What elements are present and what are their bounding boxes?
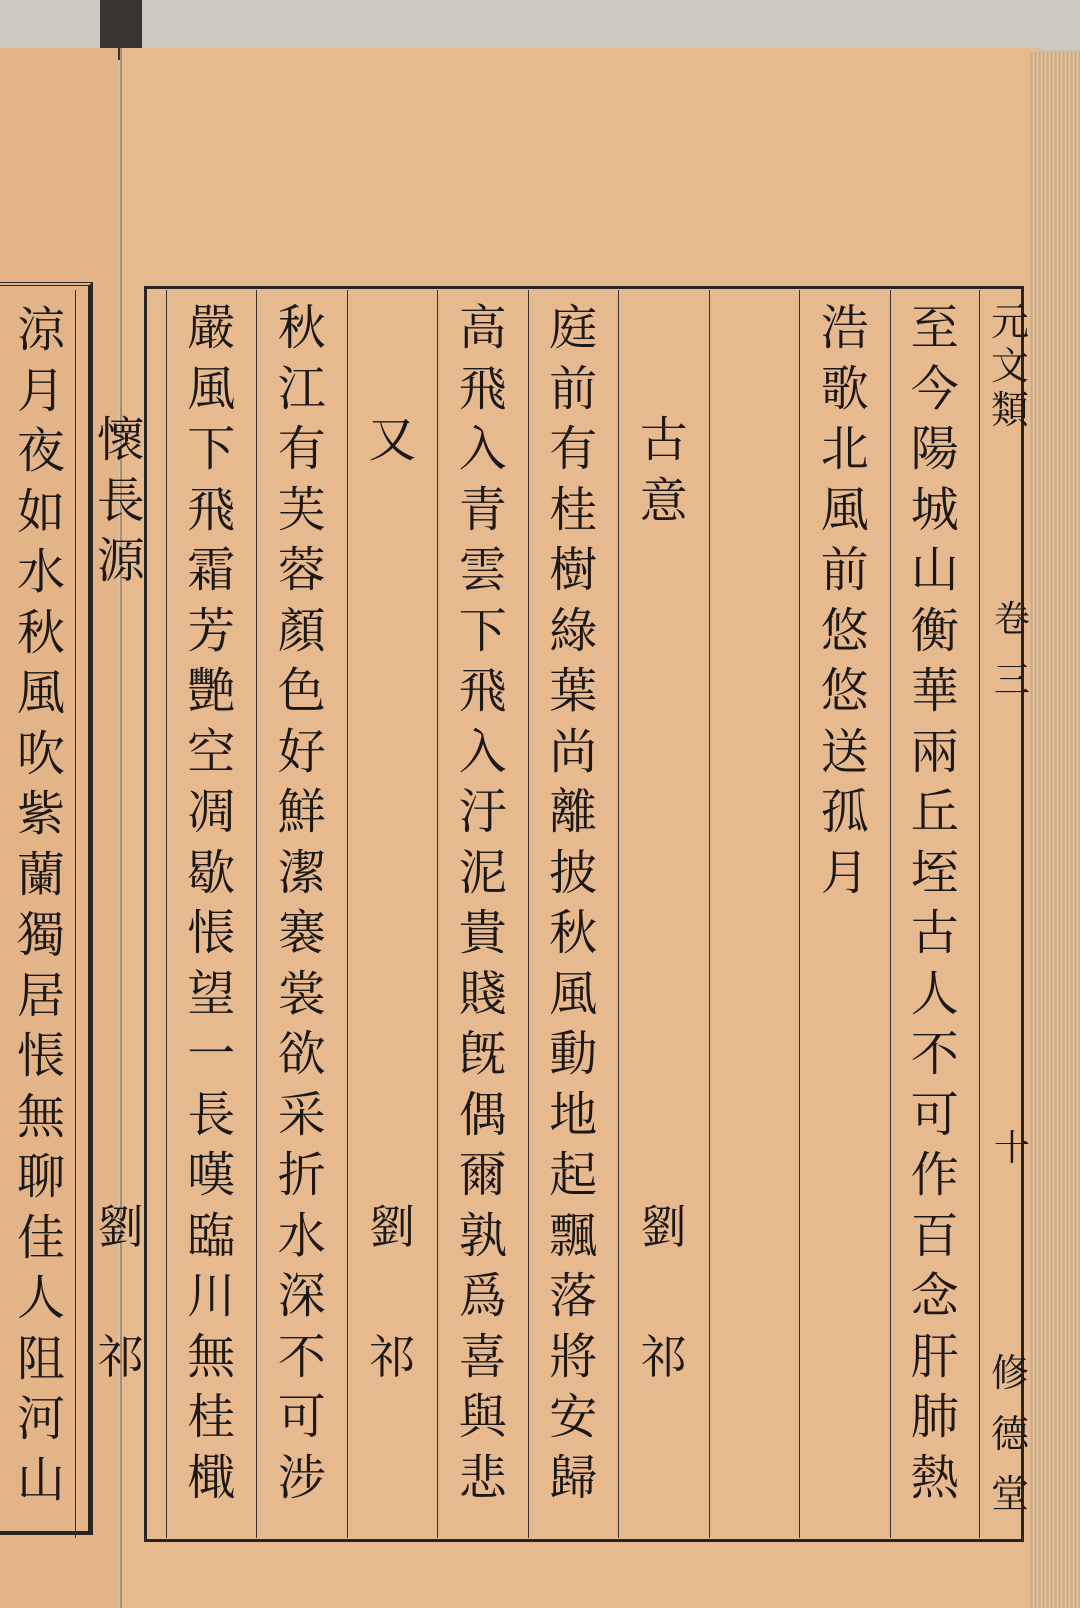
column-text: 高 飛 入 青 雲 下 飛 入 汙 泥 貴 賤 旣 偶 爾 孰 爲 喜 與 悲	[458, 300, 507, 1506]
margin-volume: 卷 三	[993, 599, 1030, 701]
text-column	[799, 290, 890, 1538]
left-column-text: 涼 月 夜 如 水 秋 風 吹 紫 蘭 獨 居 悵 無 聊 佳 人 阻 河 山	[16, 302, 65, 1508]
left-page-column	[6, 300, 76, 1510]
text-column	[618, 290, 709, 1538]
text-column	[256, 290, 347, 1538]
margin-leaf-number: 十	[993, 1128, 1030, 1169]
column-text: 浩 歌 北 風 前 悠 悠 送 孤 月	[820, 300, 869, 901]
margin-book-title: 元 文 類	[990, 300, 1029, 432]
column-text: 古 意	[639, 412, 688, 529]
page-edge	[1030, 52, 1080, 1608]
text-column	[75, 290, 166, 1538]
text-column	[709, 290, 800, 1538]
column-text: 秋 江 有 芙 蓉 顏 色 好 鮮 潔 褰 裳 欲 采 折 水 深 不 可 涉	[277, 300, 326, 1506]
author-name: 劉 祁	[97, 1200, 144, 1384]
column-text: 嚴 風 下 飛 霜 芳 艷 空 凋 歇 悵 望 一 長 嘆 臨 川 無 桂 檝	[187, 300, 236, 1506]
top-background	[0, 0, 1080, 50]
author-name: 劉 祁	[369, 1200, 416, 1384]
text-column	[890, 290, 981, 1538]
column-text: 又	[368, 412, 417, 468]
margin-publisher: 修 德 堂	[990, 1351, 1029, 1516]
column-text: 庭 前 有 桂 樹 綠 葉 尚 離 披 秋 風 動 地 起 飄 落 將 安 歸	[549, 300, 598, 1506]
text-column	[437, 290, 528, 1538]
text-column	[528, 290, 619, 1538]
column-text: 懷 長 源	[96, 412, 145, 589]
text-column	[166, 290, 257, 1538]
text-column	[347, 290, 438, 1538]
column-text: 至 今 陽 城 山 衡 華 兩 丘 垤 古 人 不 可 作 百 念 肝 肺 熱	[910, 300, 959, 1506]
author-name: 劉 祁	[640, 1200, 687, 1384]
